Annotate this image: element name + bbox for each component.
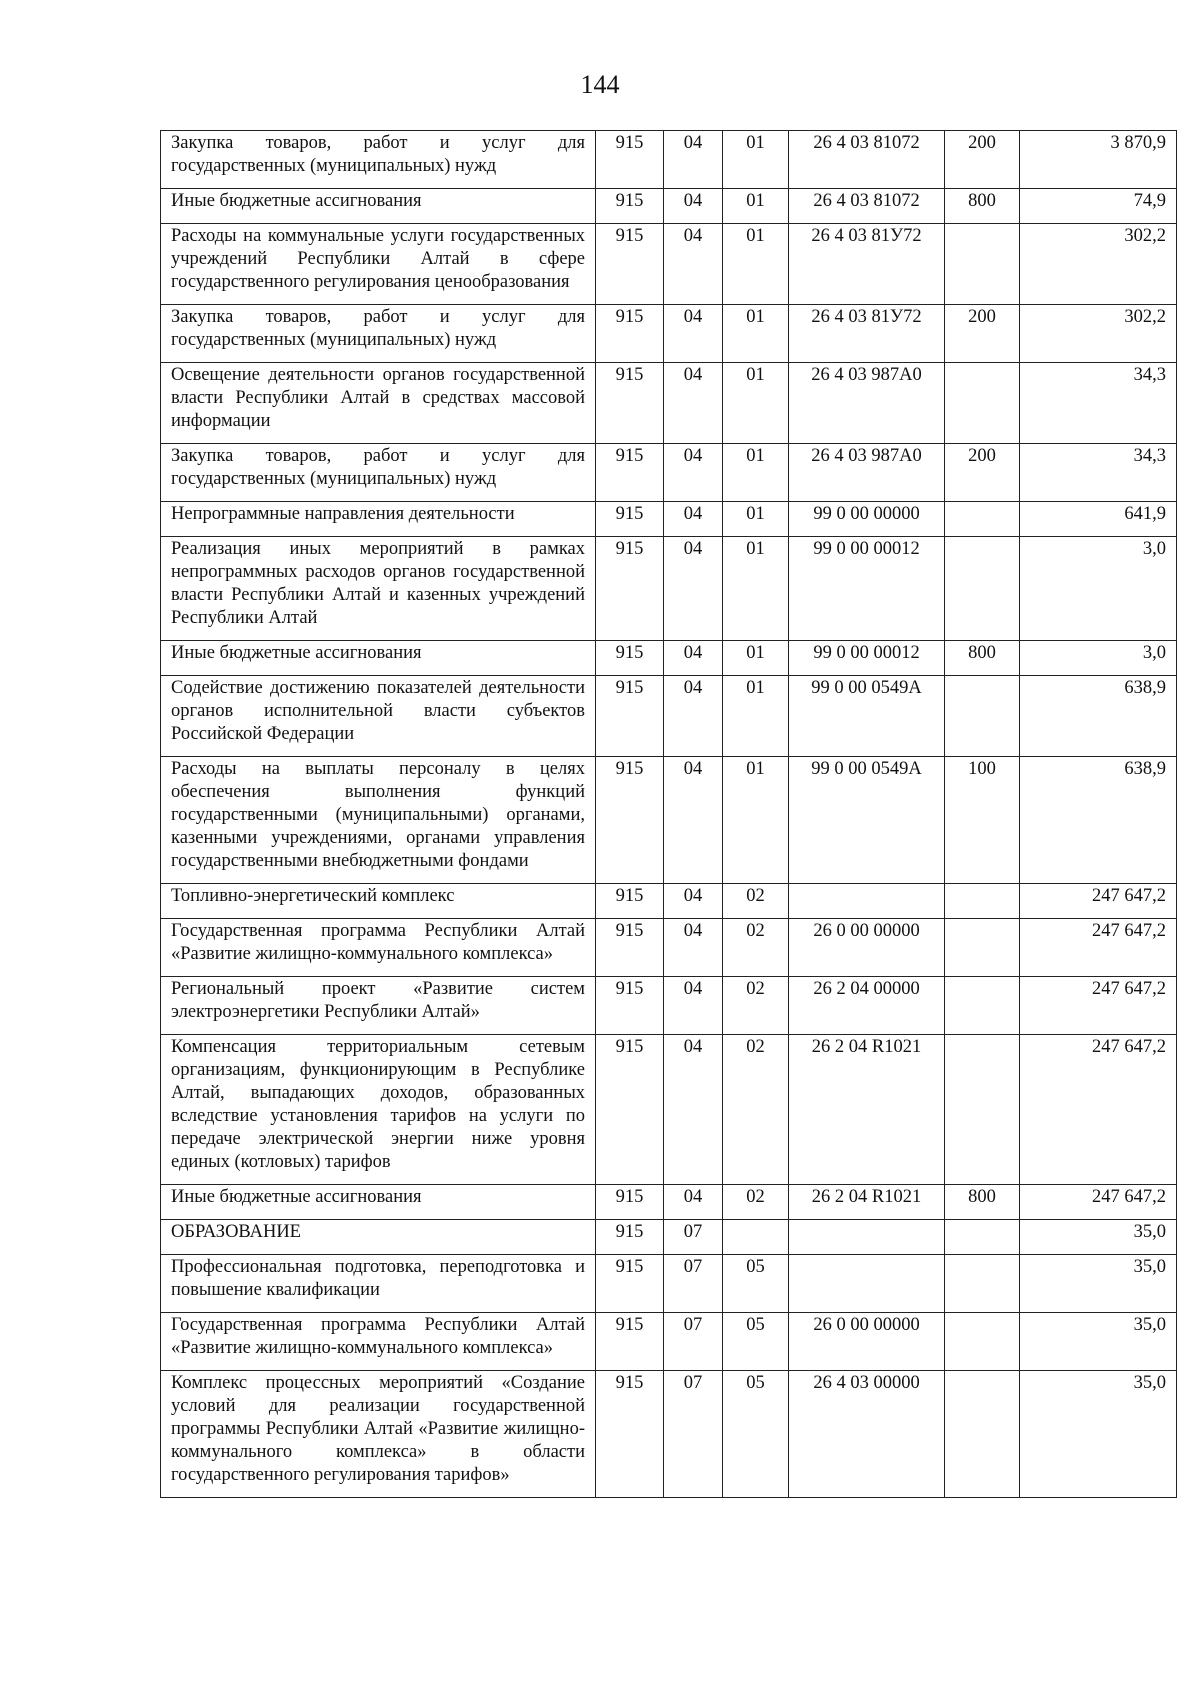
cell-section-code: 04 <box>664 305 723 363</box>
cell-grbs-code: 915 <box>596 977 664 1035</box>
cell-amount: 34,3 <box>1020 444 1177 502</box>
cell-target-article-code: 26 0 00 00000 <box>789 919 945 977</box>
cell-expense-type-code <box>945 1313 1020 1371</box>
cell-expense-type-code <box>945 1220 1020 1255</box>
cell-target-article-code <box>789 884 945 919</box>
cell-grbs-code: 915 <box>596 1185 664 1220</box>
cell-subsection-code: 01 <box>723 189 789 224</box>
cell-section-code: 04 <box>664 131 723 189</box>
cell-amount: 3,0 <box>1020 641 1177 676</box>
cell-expense-type-code <box>945 977 1020 1035</box>
cell-subsection-code: 01 <box>723 641 789 676</box>
cell-section-code: 04 <box>664 224 723 305</box>
cell-grbs-code: 915 <box>596 757 664 884</box>
cell-target-article-code <box>789 1255 945 1313</box>
cell-target-article-code: 26 4 03 81072 <box>789 189 945 224</box>
cell-grbs-code: 915 <box>596 224 664 305</box>
cell-amount: 3,0 <box>1020 537 1177 641</box>
cell-grbs-code: 915 <box>596 537 664 641</box>
table-row <box>161 537 1177 641</box>
cell-section-code: 04 <box>664 676 723 757</box>
table-row <box>161 641 1177 676</box>
cell-amount: 302,2 <box>1020 224 1177 305</box>
table-row <box>161 884 1177 919</box>
cell-target-article-code: 99 0 00 0549А <box>789 757 945 884</box>
cell-grbs-code: 915 <box>596 641 664 676</box>
cell-amount: 247 647,2 <box>1020 919 1177 977</box>
cell-grbs-code: 915 <box>596 131 664 189</box>
cell-expense-type-code <box>945 1255 1020 1313</box>
cell-subsection-code: 05 <box>723 1313 789 1371</box>
cell-expense-type-code <box>945 676 1020 757</box>
cell-expense-type-code <box>945 537 1020 641</box>
table-row <box>161 1313 1177 1371</box>
cell-amount: 34,3 <box>1020 363 1177 444</box>
cell-section-code: 04 <box>664 1035 723 1185</box>
cell-section-code: 04 <box>664 641 723 676</box>
cell-section-code: 07 <box>664 1313 723 1371</box>
cell-expense-type-code <box>945 919 1020 977</box>
cell-amount: 35,0 <box>1020 1220 1177 1255</box>
table-row <box>161 131 1177 189</box>
cell-amount: 35,0 <box>1020 1255 1177 1313</box>
table-row <box>161 502 1177 537</box>
cell-section-code: 04 <box>664 502 723 537</box>
cell-name: Государственная программа Республики Алтай «Развитие жилищно-коммунального комплекса» <box>161 1313 596 1371</box>
cell-subsection-code: 01 <box>723 363 789 444</box>
cell-amount: 74,9 <box>1020 189 1177 224</box>
cell-target-article-code: 26 4 03 81У72 <box>789 305 945 363</box>
cell-subsection-code: 01 <box>723 224 789 305</box>
cell-name: Иные бюджетные ассигнования <box>161 1185 596 1220</box>
cell-grbs-code: 915 <box>596 189 664 224</box>
cell-target-article-code: 26 2 04 R1021 <box>789 1035 945 1185</box>
cell-amount: 35,0 <box>1020 1371 1177 1498</box>
cell-grbs-code: 915 <box>596 1371 664 1498</box>
table-row <box>161 1035 1177 1185</box>
cell-subsection-code: 01 <box>723 444 789 502</box>
cell-amount: 247 647,2 <box>1020 1185 1177 1220</box>
cell-grbs-code: 915 <box>596 305 664 363</box>
cell-name: Региональный проект «Развитие систем электроэнергетики Республики Алтай» <box>161 977 596 1035</box>
cell-name: Расходы на выплаты персоналу в целях обеспечения выполнения функций государственными (муниципальными) органами, казенными учреждениями, органами управления государственными внебюджетными фондами <box>161 757 596 884</box>
cell-name: Закупка товаров, работ и услуг для государственных (муниципальных) нужд <box>161 131 596 189</box>
cell-expense-type-code <box>945 502 1020 537</box>
cell-name: Содействие достижению показателей деятельности органов исполнительной власти субъектов Российской Федерации <box>161 676 596 757</box>
cell-grbs-code: 915 <box>596 676 664 757</box>
cell-target-article-code: 26 2 04 00000 <box>789 977 945 1035</box>
cell-amount: 247 647,2 <box>1020 1035 1177 1185</box>
cell-section-code: 07 <box>664 1255 723 1313</box>
cell-expense-type-code <box>945 224 1020 305</box>
cell-expense-type-code: 200 <box>945 131 1020 189</box>
cell-name: Компенсация территориальным сетевым организациям, функционирующим в Республике Алтай, выпадающих доходов, образованных вследствие установления тарифов на услуги по передаче электрической энергии ниже уровня единых (котловых) тарифов <box>161 1035 596 1185</box>
cell-grbs-code: 915 <box>596 502 664 537</box>
cell-target-article-code: 26 4 03 987А0 <box>789 363 945 444</box>
cell-target-article-code: 99 0 00 00000 <box>789 502 945 537</box>
cell-grbs-code: 915 <box>596 919 664 977</box>
cell-section-code: 04 <box>664 919 723 977</box>
cell-name: Освещение деятельности органов государственной власти Республики Алтай в средствах массовой информации <box>161 363 596 444</box>
cell-target-article-code: 26 4 03 987А0 <box>789 444 945 502</box>
cell-expense-type-code <box>945 363 1020 444</box>
table-row <box>161 1185 1177 1220</box>
cell-section-code: 04 <box>664 757 723 884</box>
cell-section-code: 07 <box>664 1220 723 1255</box>
cell-expense-type-code: 100 <box>945 757 1020 884</box>
cell-target-article-code: 99 0 00 0549А <box>789 676 945 757</box>
cell-name: Закупка товаров, работ и услуг для государственных (муниципальных) нужд <box>161 305 596 363</box>
table-row <box>161 977 1177 1035</box>
table-row <box>161 676 1177 757</box>
table-row <box>161 224 1177 305</box>
cell-name: Комплекс процессных мероприятий «Создание условий для реализации государственной программы Республики Алтай «Развитие жилищно-коммунального комплекса» в области государственного регулирования тарифов» <box>161 1371 596 1498</box>
cell-name: Расходы на коммунальные услуги государственных учреждений Республики Алтай в сфере государственного регулирования ценообразования <box>161 224 596 305</box>
table-row <box>161 444 1177 502</box>
cell-expense-type-code: 800 <box>945 641 1020 676</box>
cell-section-code: 07 <box>664 1371 723 1498</box>
cell-grbs-code: 915 <box>596 1220 664 1255</box>
cell-grbs-code: 915 <box>596 1313 664 1371</box>
cell-name: Профессиональная подготовка, переподготовка и повышение квалификации <box>161 1255 596 1313</box>
table-row <box>161 305 1177 363</box>
cell-target-article-code: 26 4 03 81072 <box>789 131 945 189</box>
cell-subsection-code: 02 <box>723 884 789 919</box>
cell-target-article-code: 26 4 03 81У72 <box>789 224 945 305</box>
cell-amount: 638,9 <box>1020 757 1177 884</box>
cell-target-article-code: 26 2 04 R1021 <box>789 1185 945 1220</box>
cell-name: Иные бюджетные ассигнования <box>161 189 596 224</box>
cell-grbs-code: 915 <box>596 444 664 502</box>
cell-grbs-code: 915 <box>596 363 664 444</box>
cell-grbs-code: 915 <box>596 1035 664 1185</box>
cell-subsection-code: 05 <box>723 1255 789 1313</box>
cell-subsection-code: 01 <box>723 502 789 537</box>
cell-grbs-code: 915 <box>596 884 664 919</box>
cell-section-code: 04 <box>664 884 723 919</box>
cell-subsection-code <box>723 1220 789 1255</box>
cell-target-article-code <box>789 1220 945 1255</box>
budget-table <box>160 130 1177 1498</box>
cell-target-article-code: 99 0 00 00012 <box>789 641 945 676</box>
cell-expense-type-code <box>945 884 1020 919</box>
cell-subsection-code: 05 <box>723 1371 789 1498</box>
cell-subsection-code: 01 <box>723 676 789 757</box>
cell-subsection-code: 01 <box>723 305 789 363</box>
cell-section-code: 04 <box>664 1185 723 1220</box>
cell-name: Непрограммные направления деятельности <box>161 502 596 537</box>
cell-section-code: 04 <box>664 444 723 502</box>
cell-target-article-code: 99 0 00 00012 <box>789 537 945 641</box>
cell-expense-type-code: 800 <box>945 1185 1020 1220</box>
cell-subsection-code: 02 <box>723 1185 789 1220</box>
cell-subsection-code: 02 <box>723 977 789 1035</box>
cell-subsection-code: 01 <box>723 537 789 641</box>
table-row <box>161 757 1177 884</box>
cell-subsection-code: 02 <box>723 1035 789 1185</box>
cell-expense-type-code <box>945 1035 1020 1185</box>
cell-amount: 641,9 <box>1020 502 1177 537</box>
cell-amount: 247 647,2 <box>1020 977 1177 1035</box>
table-row <box>161 919 1177 977</box>
cell-expense-type-code: 200 <box>945 305 1020 363</box>
cell-grbs-code: 915 <box>596 1255 664 1313</box>
cell-name: Топливно-энергетический комплекс <box>161 884 596 919</box>
table-row <box>161 1371 1177 1498</box>
cell-expense-type-code: 800 <box>945 189 1020 224</box>
table-row <box>161 363 1177 444</box>
cell-target-article-code: 26 4 03 00000 <box>789 1371 945 1498</box>
cell-subsection-code: 01 <box>723 757 789 884</box>
table-row <box>161 1220 1177 1255</box>
cell-expense-type-code: 200 <box>945 444 1020 502</box>
table-row <box>161 189 1177 224</box>
cell-amount: 302,2 <box>1020 305 1177 363</box>
cell-target-article-code: 26 0 00 00000 <box>789 1313 945 1371</box>
cell-subsection-code: 01 <box>723 131 789 189</box>
cell-name: Реализация иных мероприятий в рамках непрограммных расходов органов государственной власти Республики Алтай и казенных учреждений Республики Алтай <box>161 537 596 641</box>
cell-amount: 35,0 <box>1020 1313 1177 1371</box>
cell-section-code: 04 <box>664 189 723 224</box>
budget-table-body <box>161 131 1177 1498</box>
cell-name: Государственная программа Республики Алтай «Развитие жилищно-коммунального комплекса» <box>161 919 596 977</box>
cell-name: Закупка товаров, работ и услуг для государственных (муниципальных) нужд <box>161 444 596 502</box>
cell-expense-type-code <box>945 1371 1020 1498</box>
cell-amount: 638,9 <box>1020 676 1177 757</box>
page-number: 144 <box>580 70 620 99</box>
cell-section-code: 04 <box>664 363 723 444</box>
cell-amount: 3 870,9 <box>1020 131 1177 189</box>
table-row <box>161 1255 1177 1313</box>
cell-section-code: 04 <box>664 977 723 1035</box>
cell-subsection-code: 02 <box>723 919 789 977</box>
cell-amount: 247 647,2 <box>1020 884 1177 919</box>
cell-name: ОБРАЗОВАНИЕ <box>161 1220 596 1255</box>
cell-section-code: 04 <box>664 537 723 641</box>
cell-name: Иные бюджетные ассигнования <box>161 641 596 676</box>
